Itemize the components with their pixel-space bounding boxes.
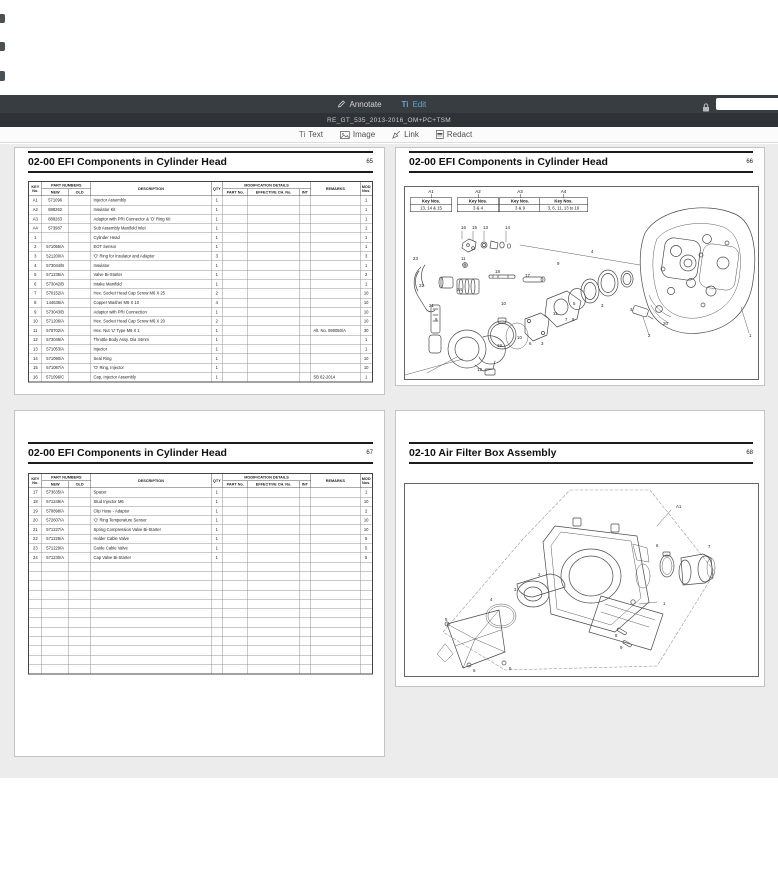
svg-text:9: 9 [435,317,438,322]
edge-artifact [0,14,5,23]
svg-text:8: 8 [572,317,575,322]
edit-tools-bar [0,127,778,143]
table-row [29,618,373,627]
text-tool-icon: Ti [298,130,306,139]
redact-icon [436,130,444,139]
table-row: 7 570152/A Hex. Socket Head Cap Screw M6 X 25 2 10 [29,289,373,298]
table-row [29,627,373,636]
svg-text:2: 2 [648,333,651,338]
svg-text:7: 7 [708,544,711,549]
svg-text:6: 6 [529,341,532,346]
svg-text:5: 5 [445,617,448,622]
svg-text:7: 7 [565,317,568,322]
exploded-diagram-air-filter-box [404,483,759,677]
table-row: 11 570702/A Hex. Nut 'U' Type M6 X 1 1 Alt. No. 590050/A 30 [29,326,373,335]
table-row: A3 888263 Adaptor with PRI Connector & 'O' Ring Kit 1 1 [29,214,373,223]
page-title: 02-00 EFI Components in Cylinder Head [409,156,608,168]
text-tool-label: Text [308,130,323,139]
svg-text:18: 18 [495,269,500,274]
image-tool-label: Image [352,130,376,139]
page-header [409,442,753,464]
svg-text:3: 3 [630,307,633,312]
table-row [29,637,373,646]
svg-text:11: 11 [461,256,466,261]
table-row: 22 571228/A Holder Cable Valve 1 5 [29,534,373,543]
pdf-page-68[interactable] [395,410,765,687]
table-row: 24 571230/A Cap Valve Bi-Starter 1 5 [29,553,373,562]
table-row: 20 572607/A 'O' Ring Temperature Sensor 1 10 [29,516,373,525]
table-row [29,655,373,664]
page-header [409,151,753,173]
svg-text:A1: A1 [676,504,682,509]
link-tool-button[interactable] [392,130,419,139]
edit-label: Edit [412,99,427,109]
diagram-callout-numbers [445,504,711,673]
table-row: A4 573987 Sub Assembly Manifold Inlet 1 1 [29,224,373,233]
svg-text:10: 10 [517,335,522,340]
table-row [29,581,373,590]
image-icon [340,131,350,139]
table-row: 10 571206/A Hex. Socket Head Cap Screw M6 X 20 2 10 [29,317,373,326]
table-row: 23 571229/A Guide Cable Valve 1 5 [29,544,373,553]
page-number: 67 [366,450,373,456]
image-tool-button[interactable] [340,130,375,139]
filename-bar [0,113,778,127]
key-box-a3: A3 Key Nos. 3 & 9 [499,189,541,212]
key-box-a2: A2 Key Nos. 3 & 4 [457,189,499,212]
table-row: A2 888262 Insulator Kit 1 1 [29,205,373,214]
table-row: 9 573043/B Adaptor with PRI Connection 1 10 [29,307,373,316]
parts-table: KEY No. PART NUMBERS DESCRIPTION QTY MODIFICATION DETAILS REMARKS MOD Nos. NEW OLD PART No. EFFECTIVE CH. No. INT A1 571096 Injector Assembly 1 1 A2 888262 Insulator Kit 1 1 A3 888263 Adaptor with PRI Connector & 'O' Ring Kit 1 1 A4 573987 Sub Assembly Manifold Inlet 1 1 1 Cylinder Head 1 1 2 571055/A EOT Sensor 1 1 3 521200/A 'O' Ring for Insulator and Adaptor 3 3 4 573044/B Insulator 1 1 5 571236/A Valve Bi-Starter 1 2 6 573042/B Intake Manifold 1 1 7 570152/A Hex. Socket Head Cap Screw M6 X 25 2 10 8 144636/A Copper Washer M6 X 10 4 10 9 573043/B Adaptor with PRI Connection 1 10 10 571206/A Hex. Socket Head Cap Screw M6 X 20 2 10 11 570702/A Hex. Nut 'U' Type M6 X 1 1 Alt. No. 590050/A 30 12 573046/A Throttle Body Assy. Dia 34mm 1 1 13 571053/A Injector 1 1 14 571090/A Seal Ring 1 10 15 571087/A 'O' Ring, Injector 1 10 16 571096/C Cap, Injector Assembly 1 SB 62-2014 1 [28,181,373,584]
table-row [29,609,373,618]
svg-text:1: 1 [663,601,666,606]
table-row: 4 573044/B Insulator 1 1 [29,261,373,270]
page-title: 02-10 Air Filter Box Assembly [409,447,557,459]
table-row: 6 573042/B Intake Manifold 1 1 [29,279,373,288]
table-row: 14 571090/A Seal Ring 1 10 [29,354,373,363]
table-row: 17 573635/A Spacer 1 1 [29,488,373,497]
edge-artifact [0,42,5,51]
svg-text:19: 19 [497,343,502,348]
table-row: 18 571249/A Stud Injector M6 1 10 [29,497,373,506]
document-filename: RE_GT_535_2013-2016_OM+PC+TSM [327,116,451,124]
pdf-canvas[interactable] [0,144,778,778]
search-input[interactable] [716,98,778,110]
page-title: 02-00 EFI Components in Cylinder Head [28,156,227,168]
page-title: 02-00 EFI Components in Cylinder Head [28,447,227,459]
svg-text:3: 3 [514,587,517,592]
table-row: 15 571087/A 'O' Ring, Injector 1 10 [29,363,373,372]
table-row: 13 571053/A Injector 1 1 [29,345,373,354]
svg-text:20: 20 [663,321,668,326]
key-box-a1: A1 Key Nos. 13, 14 & 15 [410,189,452,212]
svg-text:22: 22 [419,283,424,288]
table-row [29,664,373,674]
table-row: 19 570898/A Clip Hose - Adaptor 1 2 [29,506,373,515]
svg-text:15: 15 [472,225,477,230]
svg-text:24: 24 [457,287,462,292]
link-tool-label: Link [404,130,419,139]
page-header [28,442,373,464]
table-row [29,562,373,571]
table-row: 5 571236/A Valve Bi-Starter 1 2 [29,270,373,279]
pencil-icon [337,100,345,108]
table-row: 12 573046/A Throttle Body Assy. Dia 34mm 1 1 [29,335,373,344]
svg-text:5: 5 [573,301,576,306]
svg-text:9: 9 [557,261,560,266]
exploded-diagram-cylinder-head [404,186,759,380]
svg-text:23: 23 [413,256,418,261]
table-row: A1 571096 Injector Assembly 1 1 [29,196,373,205]
svg-text:14: 14 [505,225,510,230]
annotate-label: Annotate [349,99,382,109]
page-header [28,151,373,173]
svg-text:16: 16 [461,225,466,230]
svg-text:2: 2 [538,572,541,577]
svg-text:3: 3 [601,303,604,308]
table-row: 3 521200/A 'O' Ring for Insulator and Adaptor 3 3 [29,252,373,261]
key-box-a4: A4 Key Nos. 3, 6, 11, 13 to 16 [539,189,588,212]
table-row: 8 144636/A Copper Washer M6 X 10 4 10 [29,298,373,307]
page-number: 65 [366,159,373,165]
edit-tab[interactable] [402,100,427,109]
text-tool-button[interactable] [299,130,323,139]
svg-text:1: 1 [749,333,752,338]
svg-text:13: 13 [483,225,488,230]
table-row [29,590,373,599]
svg-text:8: 8 [615,633,618,638]
svg-text:9: 9 [620,645,623,650]
text-edit-icon: Ti [401,99,409,109]
page-number: 66 [746,159,753,165]
svg-text:11: 11 [553,311,558,316]
table-row: 1 Cylinder Head 1 1 [29,233,373,242]
key-boxes [405,187,758,379]
svg-text:10: 10 [501,301,506,306]
pdf-page-65[interactable] [14,147,385,395]
svg-text:5: 5 [473,668,476,673]
link-icon [392,130,401,139]
table-row: 21 571227/A Spring Compression Valve Bi-Starter 1 10 [29,525,373,534]
svg-text:4: 4 [490,597,493,602]
edge-artifact [0,71,5,81]
svg-text:21: 21 [429,303,434,308]
redact-tool-label: Redact [446,130,473,139]
svg-text:4: 4 [591,249,594,254]
page-number: 68 [746,450,753,456]
svg-text:5: 5 [509,666,512,671]
table-row: 2 571055/A EOT Sensor 1 1 [29,242,373,251]
pdf-page-66[interactable] [395,147,765,386]
svg-text:6: 6 [656,543,659,548]
redact-tool-button[interactable] [436,130,472,139]
table-row: 16 571096/C Cap, Injector Assembly 1 SB 62-2014 1 [29,372,373,382]
pdf-page-67[interactable] [14,410,385,757]
air-filter-diagram-svg [405,484,758,676]
parts-table: KEY No. PART NUMBERS DESCRIPTION QTY MODIFICATION DETAILS REMARKS MOD Nos. NEW OLD PART No. EFFECTIVE CH. No. INT 17 573635/A Spacer 1 1 18 571249/A Stud Injector M6 1 10 19 570898/A Clip Hose - Adaptor 1 2 20 572607/A 'O' Ring Temperature Sensor 1 10 21 571227/A Spring Compression Valve Bi-Starter 1 10 22 571228/A Holder Cable Valve 1 5 23 571229/A Guide Cable Valve 1 5 24 571230/A Cap Valve Bi-Starter 1 5 [28,473,373,876]
svg-text:17: 17 [525,273,530,278]
table-row [29,599,373,608]
annotate-tab[interactable] [337,100,381,109]
svg-text:3: 3 [541,341,544,346]
main-toolbar [0,95,778,113]
table-row [29,646,373,655]
svg-text:12: 12 [477,367,482,372]
table-row [29,571,373,580]
